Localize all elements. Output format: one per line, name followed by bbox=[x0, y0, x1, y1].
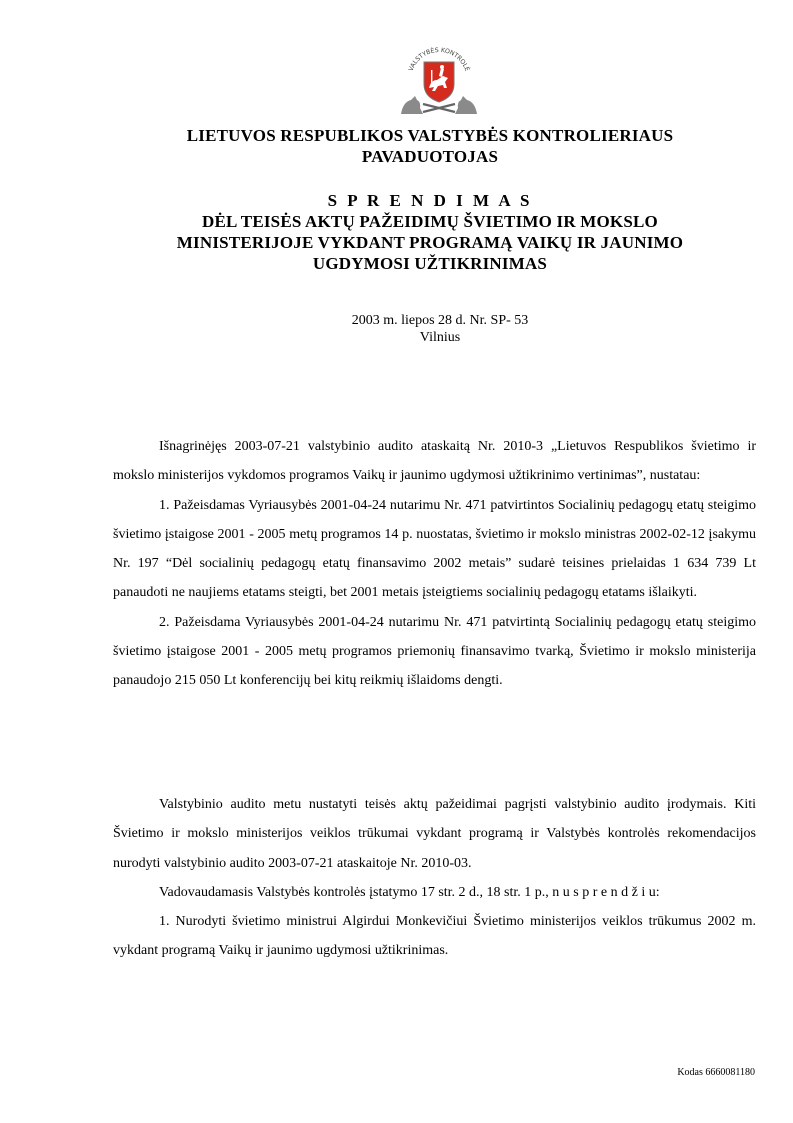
evidence-paragraph: Valstybinio audito metu nustatyti teisės aktų pažeidimai pagrįsti valstybinio audito įrodymais. Kiti Švietimo ir mokslo ministerijos veiklos trūkumai vykdant programą ir Valstybės kontrolės rekomendacijos nurodyti valstybinio audito 2003-07-21 ataskaitoje Nr. 2010-03. bbox=[113, 797, 756, 871]
document-place: Vilnius bbox=[419, 330, 461, 345]
emblem-arc-text: VALSTYBĖS KONTROLĖ bbox=[407, 46, 471, 73]
authority-line-2: PAVADUOTOJAS bbox=[361, 147, 499, 166]
authority-line-1: LIETUVOS RESPUBLIKOS VALSTYBĖS KONTROLIERIAUS bbox=[186, 126, 674, 145]
findings-section bbox=[113, 432, 756, 696]
finding-2: 2. Pažeisdama Vyriausybės 2001-04-24 nutarimu Nr. 471 patvirtintą Socialinių pedagogų etatų steigimo švietimo įstaigose 2001 - 2005 metų programos priemonių finansavimo tvarką, Švietimo ir mokslo ministerija panaudojo 215 050 Lt konferencijų bei kitų reikmių išlaidoms dengti. bbox=[113, 614, 756, 689]
crossed-keys-icon bbox=[423, 104, 455, 112]
subject-line-1: DĖL TEISĖS AKTŲ PAŽEIDIMŲ ŠVIETIMO IR MOKSLO bbox=[202, 212, 658, 231]
document-type: S P R E N D I M A S bbox=[327, 191, 533, 210]
legal-basis-paragraph: Vadovaudamasis Valstybės kontrolės įstatymo 17 str. 2 d., 18 str. 1 p., n u s p r e n d ž i u: bbox=[159, 884, 660, 900]
authority-title bbox=[110, 125, 750, 167]
decision-title bbox=[110, 190, 750, 274]
decision-section bbox=[113, 790, 756, 966]
subject-line-3: UGDYMOSI UŽTIKRINIMAS bbox=[312, 254, 548, 273]
finding-1: 1. Pažeisdamas Vyriausybės 2001-04-24 nutarimu Nr. 471 patvirtintos Socialinių pedagogų etatų steigimo švietimo įstaigose 2001 - 2005 metų programos 14 p. nuostatas, švietimo ir mokslo ministras 2002-02-12 įsakymu Nr. 197 “Dėl socialinių pedagogų etatų finansavimo 2002 metais” sudarė teisines prielaidas 1 634 739 Lt panaudoti ne naujiems etatams steigti, bet 2001 metais įsteigtiems socialinių pedagogų etatams išlaikyti. bbox=[113, 497, 756, 601]
griffin-right-icon bbox=[455, 96, 477, 114]
subject-line-2: MINISTERIJOJE VYKDANT PROGRAMĄ VAIKŲ IR JAUNIMO bbox=[176, 233, 684, 252]
organization-code: Kodas 6660081180 bbox=[677, 1067, 755, 1078]
document-date-number: 2003 m. liepos 28 d. Nr. SP- 53 bbox=[351, 313, 529, 328]
decision-1: 1. Nurodyti švietimo ministrui Algirdui Monkevičiui Švietimo ministerijos veiklos trūkumus 2002 m. vykdant programą Vaikų ir jaunimo ugdymosi užtikrinimas. bbox=[113, 914, 756, 959]
griffin-left-icon bbox=[401, 96, 423, 114]
valstybes-kontrole-emblem bbox=[393, 40, 485, 118]
intro-paragraph: Išnagrinėjęs 2003-07-21 valstybinio audito ataskaitą Nr. 2010-3 „Lietuvos Respublikos švietimo ir mokslo ministerijos vykdomos programos Vaikų ir jaunimo ugdymosi užtikrinimo vertinimas”, nustatau: bbox=[113, 439, 756, 484]
